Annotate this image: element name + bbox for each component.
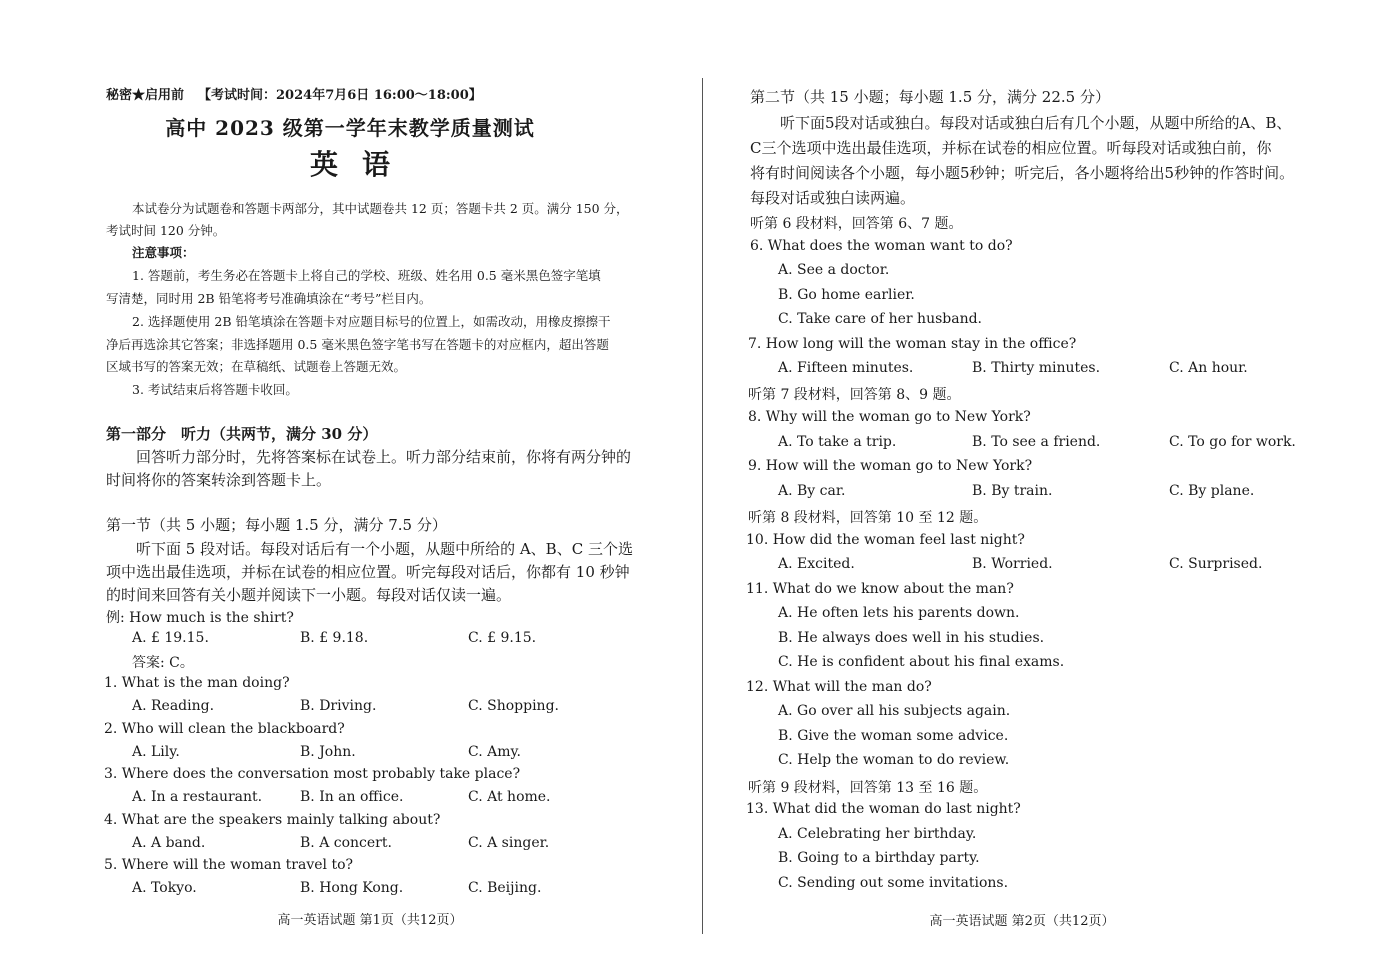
section1-heading: 第一节（共 5 小题；每小题 1.5 分，满分 7.5 分）: [106, 516, 447, 534]
question: 3. Where does the conversation most probably take place?: [104, 766, 521, 782]
example-question: 例: How much is the shirt?: [106, 610, 294, 626]
question: 11. What do we know about the man?: [746, 581, 1014, 597]
question: 12. What will the man do?: [746, 679, 932, 695]
option-a: A. In a restaurant.: [132, 789, 263, 805]
option-a: A. Celebrating her birthday.: [778, 826, 977, 842]
question: 9. How will the woman go to New York?: [748, 458, 1033, 474]
option-c: C. Sending out some invitations.: [778, 875, 1009, 891]
option-a: A. Fifteen minutes.: [778, 360, 914, 376]
option-a: A. Tokyo.: [132, 880, 197, 896]
option-c: C. By plane.: [1169, 483, 1255, 499]
exam-title: 高中 2023 级第一学年末教学质量测试: [165, 116, 535, 140]
note-line: 1. 答题前，考生务必在答题卡上将自己的学校、班级、姓名用 0.5 毫米黑色签字笔填: [132, 268, 601, 283]
option-b: B. In an office.: [300, 789, 404, 805]
example-answer: 答案: C。: [132, 655, 194, 671]
option-b: B. John.: [300, 744, 356, 760]
option-c: C. Shopping.: [468, 698, 559, 714]
option-c: C. Beijing.: [468, 880, 542, 896]
material-label: 听第 9 段材料，回答第 13 至 16 题。: [748, 780, 988, 796]
question: 8. Why will the woman go to New York?: [748, 409, 1031, 425]
section2-desc: 将有时间阅读各个小题，每小题5秒钟；听完后，各小题将给出5秒钟的作答时间。: [750, 164, 1295, 182]
option-c: C. A singer.: [468, 835, 550, 851]
note-line: 净后再选涂其它答案；非选择题用 0.5 毫米黑色签字笔书写在答题卡的对应框内，超出答题: [106, 337, 609, 352]
option-b: B. Driving.: [300, 698, 377, 714]
note-line: 3. 考试结束后将答题卡收回。: [132, 382, 298, 397]
subject-title: 英语: [309, 148, 414, 181]
option-c: C. Take care of her husband.: [778, 311, 983, 327]
question: 2. Who will clean the blackboard?: [104, 721, 345, 737]
section2-desc: 每段对话或独白读两遍。: [750, 189, 916, 207]
note-line: 写清楚，同时用 2B 铅笔将考号准确填涂在“考号”栏目内。: [106, 291, 432, 306]
option-b: B. By train.: [972, 483, 1053, 499]
section1-desc: 项中选出最佳选项，并标在试卷的相应位置。听完每段对话后，你都有 10 秒钟: [106, 563, 630, 581]
part1-desc: 时间将你的答案转涂到答题卡上。: [106, 471, 332, 489]
example-option-b: B. £ 9.18.: [300, 630, 369, 646]
option-b: B. Hong Kong.: [300, 880, 404, 896]
option-a: A. He often lets his parents down.: [778, 605, 1020, 621]
option-b: B. Worried.: [972, 556, 1053, 572]
option-a: A. Go over all his subjects again.: [778, 703, 1011, 719]
option-b: B. Give the woman some advice.: [778, 728, 1009, 744]
exam-time: 【考试时间：2024年7月6日 16:00～18:00】: [198, 88, 482, 103]
intro-line: 考试时间 120 分钟。: [106, 223, 226, 238]
option-a: A. Excited.: [778, 556, 855, 572]
option-c: C. Surprised.: [1169, 556, 1263, 572]
note-line: 区域书写的答案无效；在草稿纸、试题卷上答题无效。: [106, 359, 407, 374]
section2-heading: 第二节（共 15 小题；每小题 1.5 分，满分 22.5 分）: [750, 88, 1110, 106]
option-a: A. See a doctor.: [778, 262, 890, 278]
material-label: 听第 6 段材料，回答第 6、7 题。: [750, 216, 963, 232]
question: 7. How long will the woman stay in the office?: [748, 336, 1077, 352]
intro-line: 本试卷分为试题卷和答题卡两部分，其中试题卷共 12 页；答题卡共 2 页。满分 150 分，: [132, 201, 629, 216]
section1-desc: 的时间来回答有关小题并阅读下一小题。每段对话仅读一遍。: [106, 586, 512, 604]
page-footer: 高一英语试题 第2页（共12页）: [929, 914, 1115, 929]
option-a: A. Reading.: [132, 698, 215, 714]
exam-header: [106, 84, 482, 103]
page-2: [702, 0, 1376, 972]
option-a: A. A band.: [132, 835, 206, 851]
question: 10. How did the woman feel last night?: [746, 532, 1025, 548]
section2-desc: 听下面5段对话或独白。每段对话或独白后有几个小题，从题中所给的A、B、: [780, 114, 1292, 132]
option-c: C. At home.: [468, 789, 551, 805]
question: 6. What does the woman want to do?: [750, 238, 1013, 254]
question: 5. Where will the woman travel to?: [104, 857, 354, 873]
option-c: C. Amy.: [468, 744, 521, 760]
section1-desc: 听下面 5 段对话。每段对话后有一个小题，从题中所给的 A、B、C 三个选: [136, 540, 633, 558]
option-a: A. By car.: [778, 483, 846, 499]
secret-label: 秘密★启用前: [106, 88, 185, 103]
part1-desc: 回答听力部分时，先将答案标在试卷上。听力部分结束前，你将有两分钟的: [136, 448, 632, 466]
page-footer: 高一英语试题 第1页（共12页）: [277, 913, 463, 928]
option-c: C. An hour.: [1169, 360, 1248, 376]
material-label: 听第 7 段材料，回答第 8、9 题。: [748, 387, 961, 403]
option-b: B. To see a friend.: [972, 434, 1101, 450]
option-b: B. Go home earlier.: [778, 287, 915, 303]
section2-desc: C三个选项中选出最佳选项，并标在试卷的相应位置。听每段对话或独白前，你: [750, 139, 1272, 157]
question: 4. What are the speakers mainly talking about?: [104, 812, 441, 828]
example-option-a: A. £ 19.15.: [132, 630, 209, 646]
option-b: B. Going to a birthday party.: [778, 850, 980, 866]
option-c: C. To go for work.: [1169, 434, 1296, 450]
option-c: C. Help the woman to do review.: [778, 752, 1010, 768]
option-a: A. Lily.: [132, 744, 180, 760]
option-b: B. Thirty minutes.: [972, 360, 1101, 376]
question: 13. What did the woman do last night?: [746, 801, 1021, 817]
option-b: B. He always does well in his studies.: [778, 630, 1045, 646]
material-label: 听第 8 段材料，回答第 10 至 12 题。: [748, 510, 988, 526]
notes-title: 注意事项：: [132, 245, 195, 260]
question: 1. What is the man doing?: [104, 675, 290, 691]
part1-heading: 第一部分 听力（共两节，满分 30 分）: [106, 425, 378, 443]
option-a: A. To take a trip.: [778, 434, 897, 450]
option-b: B. A concert.: [300, 835, 392, 851]
note-line: 2. 选择题使用 2B 铅笔填涂在答题卡对应题目标号的位置上，如需改动，用橡皮擦擦干: [132, 314, 611, 329]
example-option-c: C. £ 9.15.: [468, 630, 537, 646]
option-c: C. He is confident about his final exams.: [778, 654, 1065, 670]
